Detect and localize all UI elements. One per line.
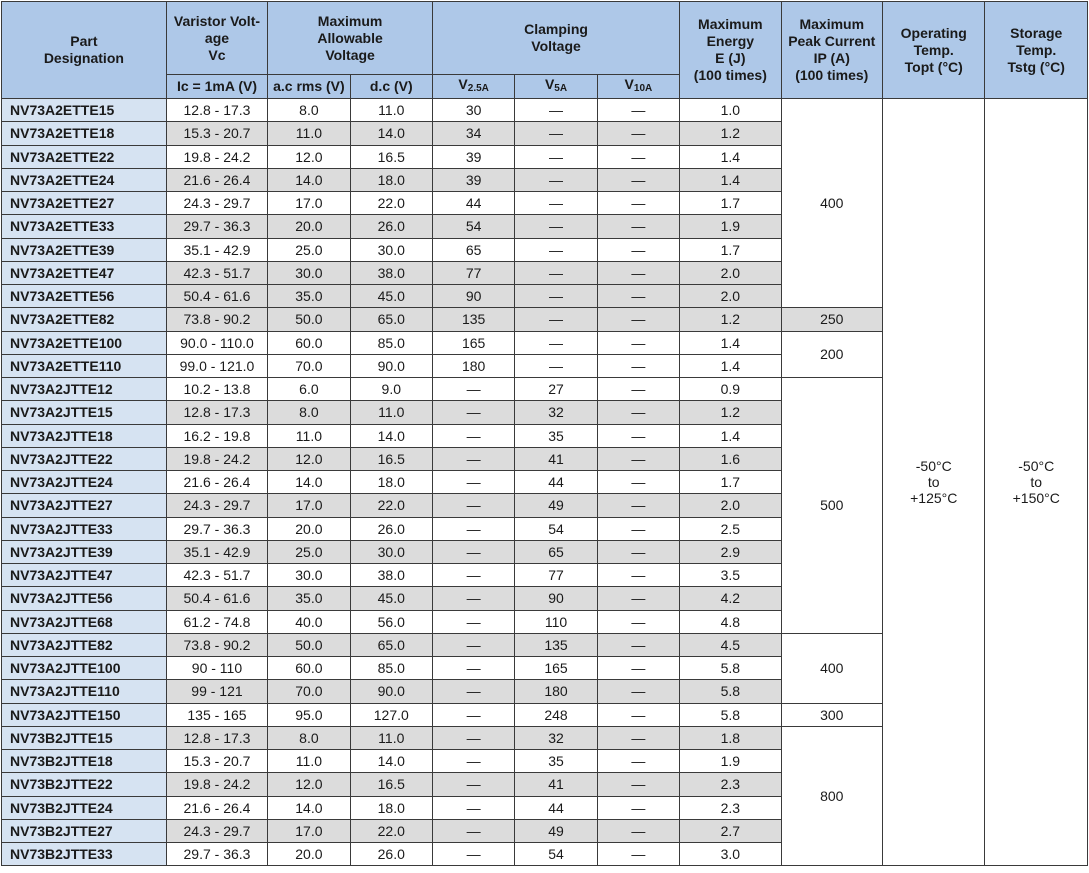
cell-v10: — — [597, 308, 679, 331]
cell-part-designation: NV73A2ETTE82 — [2, 308, 167, 331]
header-storage-temp: Storage Temp. Tstg (°C) — [985, 2, 1088, 99]
cell-part-designation: NV73B2JTTE22 — [2, 773, 167, 796]
cell-part-designation: NV73A2ETTE18 — [2, 122, 167, 145]
cell-v25: 77 — [432, 261, 514, 284]
cell-peak-current: 800 — [781, 726, 882, 866]
cell-varistor-voltage: 19.8 - 24.2 — [166, 447, 267, 470]
cell-ac-rms: 95.0 — [268, 703, 350, 726]
cell-v25: 165 — [432, 331, 514, 354]
cell-energy: 1.7 — [680, 192, 781, 215]
cell-ac-rms: 70.0 — [268, 680, 350, 703]
cell-energy: 0.9 — [680, 378, 781, 401]
cell-v5: 180 — [515, 680, 597, 703]
cell-v25: 39 — [432, 168, 514, 191]
cell-dc: 38.0 — [350, 564, 432, 587]
cell-ac-rms: 30.0 — [268, 261, 350, 284]
header-peak-current: Maximum Peak Current IP (A) (100 times) — [781, 2, 882, 99]
cell-dc: 85.0 — [350, 331, 432, 354]
cell-v25: — — [432, 843, 514, 866]
cell-varistor-voltage: 90 - 110 — [166, 657, 267, 680]
cell-part-designation: NV73A2ETTE27 — [2, 192, 167, 215]
cell-v5: 90 — [515, 587, 597, 610]
cell-part-designation: NV73A2JTTE27 — [2, 494, 167, 517]
cell-v5: — — [515, 145, 597, 168]
cell-energy: 1.0 — [680, 99, 781, 122]
cell-v5: 54 — [515, 843, 597, 866]
cell-ac-rms: 8.0 — [268, 99, 350, 122]
cell-v10: — — [597, 517, 679, 540]
cell-ac-rms: 20.0 — [268, 517, 350, 540]
cell-varistor-voltage: 12.8 - 17.3 — [166, 401, 267, 424]
cell-v25: — — [432, 517, 514, 540]
cell-part-designation: NV73A2JTTE82 — [2, 633, 167, 656]
header-clamping: Clamping Voltage — [432, 2, 679, 75]
cell-peak-current: 500 — [781, 378, 882, 634]
cell-part-designation: NV73A2JTTE68 — [2, 610, 167, 633]
cell-energy: 1.7 — [680, 471, 781, 494]
cell-v5: 110 — [515, 610, 597, 633]
cell-v10: — — [597, 354, 679, 377]
cell-energy: 4.5 — [680, 633, 781, 656]
cell-v5: — — [515, 331, 597, 354]
cell-dc: 18.0 — [350, 168, 432, 191]
cell-energy: 1.7 — [680, 238, 781, 261]
cell-v25: — — [432, 494, 514, 517]
cell-varistor-voltage: 21.6 - 26.4 — [166, 471, 267, 494]
cell-peak-current: 200 — [781, 331, 882, 378]
cell-ac-rms: 25.0 — [268, 540, 350, 563]
table-row — [2, 99, 1088, 122]
cell-v10: — — [597, 378, 679, 401]
cell-peak-current: 300 — [781, 703, 882, 726]
cell-v25: — — [432, 750, 514, 773]
cell-dc: 26.0 — [350, 215, 432, 238]
cell-v5: — — [515, 261, 597, 284]
cell-varistor-voltage: 29.7 - 36.3 — [166, 517, 267, 540]
cell-ac-rms: 17.0 — [268, 819, 350, 842]
cell-energy: 5.8 — [680, 680, 781, 703]
cell-part-designation: NV73B2JTTE27 — [2, 819, 167, 842]
cell-varistor-voltage: 12.8 - 17.3 — [166, 726, 267, 749]
header-ac-rms: a.c rms (V) — [268, 75, 350, 99]
cell-energy: 1.2 — [680, 308, 781, 331]
cell-varistor-voltage: 50.4 - 61.6 — [166, 587, 267, 610]
cell-energy: 4.8 — [680, 610, 781, 633]
cell-ac-rms: 60.0 — [268, 657, 350, 680]
header-v5-label: V — [544, 76, 555, 92]
cell-ac-rms: 60.0 — [268, 331, 350, 354]
cell-v5: 35 — [515, 750, 597, 773]
header-v10-sub: 10A — [633, 83, 653, 94]
cell-part-designation: NV73B2JTTE24 — [2, 796, 167, 819]
cell-dc: 127.0 — [350, 703, 432, 726]
cell-v10: — — [597, 145, 679, 168]
header-max-allowable: Maximum Allowable Voltage — [268, 2, 433, 75]
header-op-temp: Operating Temp. Topt (°C) — [883, 2, 985, 99]
cell-ac-rms: 8.0 — [268, 726, 350, 749]
cell-v10: — — [597, 471, 679, 494]
cell-dc: 56.0 — [350, 610, 432, 633]
cell-v5: 41 — [515, 447, 597, 470]
cell-energy: 3.5 — [680, 564, 781, 587]
cell-part-designation: NV73A2ETTE33 — [2, 215, 167, 238]
cell-dc: 26.0 — [350, 517, 432, 540]
cell-varistor-voltage: 135 - 165 — [166, 703, 267, 726]
cell-part-designation: NV73A2ETTE24 — [2, 168, 167, 191]
cell-v10: — — [597, 703, 679, 726]
cell-v10: — — [597, 192, 679, 215]
cell-v5: — — [515, 168, 597, 191]
cell-v10: — — [597, 773, 679, 796]
cell-ac-rms: 50.0 — [268, 308, 350, 331]
cell-dc: 45.0 — [350, 587, 432, 610]
cell-part-designation: NV73A2JTTE110 — [2, 680, 167, 703]
cell-v5: 35 — [515, 424, 597, 447]
cell-v5: 32 — [515, 401, 597, 424]
cell-v25: — — [432, 657, 514, 680]
cell-dc: 85.0 — [350, 657, 432, 680]
cell-v5: 248 — [515, 703, 597, 726]
cell-v10: — — [597, 215, 679, 238]
header-ic-1ma: Ic = 1mA (V) — [166, 75, 267, 99]
cell-dc: 16.5 — [350, 773, 432, 796]
cell-v10: — — [597, 657, 679, 680]
cell-v25: 180 — [432, 354, 514, 377]
cell-energy: 5.8 — [680, 657, 781, 680]
cell-dc: 65.0 — [350, 308, 432, 331]
cell-v10: — — [597, 540, 679, 563]
cell-v5: 49 — [515, 819, 597, 842]
cell-v10: — — [597, 331, 679, 354]
cell-part-designation: NV73B2JTTE18 — [2, 750, 167, 773]
cell-v25: — — [432, 633, 514, 656]
cell-part-designation: NV73A2JTTE100 — [2, 657, 167, 680]
cell-energy: 1.4 — [680, 145, 781, 168]
cell-ac-rms: 20.0 — [268, 843, 350, 866]
cell-part-designation: NV73A2JTTE24 — [2, 471, 167, 494]
cell-v25: 34 — [432, 122, 514, 145]
cell-ac-rms: 12.0 — [268, 145, 350, 168]
cell-part-designation: NV73A2ETTE22 — [2, 145, 167, 168]
cell-energy: 2.3 — [680, 773, 781, 796]
cell-ac-rms: 14.0 — [268, 796, 350, 819]
cell-v5: 27 — [515, 378, 597, 401]
cell-ac-rms: 11.0 — [268, 424, 350, 447]
cell-part-designation: NV73A2ETTE100 — [2, 331, 167, 354]
cell-v5: — — [515, 308, 597, 331]
cell-v5: 77 — [515, 564, 597, 587]
cell-energy: 1.6 — [680, 447, 781, 470]
varistor-spec-table — [1, 1, 1088, 866]
cell-ac-rms: 8.0 — [268, 401, 350, 424]
cell-varistor-voltage: 42.3 - 51.7 — [166, 261, 267, 284]
cell-part-designation: NV73A2ETTE110 — [2, 354, 167, 377]
cell-operating-temp: -50°C to +125°C — [883, 99, 985, 866]
cell-varistor-voltage: 99 - 121 — [166, 680, 267, 703]
cell-varistor-voltage: 35.1 - 42.9 — [166, 540, 267, 563]
cell-part-designation: NV73A2JTTE18 — [2, 424, 167, 447]
cell-v25: — — [432, 680, 514, 703]
cell-v10: — — [597, 726, 679, 749]
cell-v25: 54 — [432, 215, 514, 238]
cell-v5: — — [515, 99, 597, 122]
cell-v25: 30 — [432, 99, 514, 122]
cell-dc: 14.0 — [350, 424, 432, 447]
cell-v5: — — [515, 354, 597, 377]
cell-v25: — — [432, 773, 514, 796]
cell-dc: 9.0 — [350, 378, 432, 401]
cell-varistor-voltage: 61.2 - 74.8 — [166, 610, 267, 633]
cell-energy: 1.9 — [680, 750, 781, 773]
cell-v25: 39 — [432, 145, 514, 168]
cell-v10: — — [597, 447, 679, 470]
cell-dc: 22.0 — [350, 819, 432, 842]
cell-energy: 1.4 — [680, 331, 781, 354]
cell-energy: 1.4 — [680, 424, 781, 447]
cell-energy: 1.8 — [680, 726, 781, 749]
cell-v5: 49 — [515, 494, 597, 517]
header-energy: Maximum Energy E (J) (100 times) — [680, 2, 781, 99]
cell-dc: 16.5 — [350, 145, 432, 168]
cell-v10: — — [597, 401, 679, 424]
cell-varistor-voltage: 29.7 - 36.3 — [166, 843, 267, 866]
cell-v25: — — [432, 447, 514, 470]
cell-ac-rms: 40.0 — [268, 610, 350, 633]
cell-ac-rms: 35.0 — [268, 285, 350, 308]
header-v25-label: V — [458, 76, 468, 92]
cell-varistor-voltage: 24.3 - 29.7 — [166, 192, 267, 215]
cell-v25: 65 — [432, 238, 514, 261]
cell-v25: 44 — [432, 192, 514, 215]
cell-v5: — — [515, 285, 597, 308]
cell-v25: — — [432, 540, 514, 563]
cell-energy: 1.9 — [680, 215, 781, 238]
cell-dc: 90.0 — [350, 354, 432, 377]
cell-ac-rms: 11.0 — [268, 750, 350, 773]
cell-v10: — — [597, 261, 679, 284]
cell-ac-rms: 6.0 — [268, 378, 350, 401]
cell-dc: 45.0 — [350, 285, 432, 308]
cell-varistor-voltage: 19.8 - 24.2 — [166, 773, 267, 796]
cell-part-designation: NV73A2JTTE15 — [2, 401, 167, 424]
cell-v10: — — [597, 587, 679, 610]
header-v5-sub: 5A — [554, 83, 568, 94]
cell-dc: 16.5 — [350, 447, 432, 470]
cell-part-designation: NV73A2JTTE56 — [2, 587, 167, 610]
cell-peak-current: 400 — [781, 633, 882, 703]
cell-v25: — — [432, 726, 514, 749]
header-v10-label: V — [624, 76, 634, 92]
cell-varistor-voltage: 99.0 - 121.0 — [166, 354, 267, 377]
cell-part-designation: NV73A2JTTE150 — [2, 703, 167, 726]
cell-varistor-voltage: 29.7 - 36.3 — [166, 215, 267, 238]
cell-v5: 135 — [515, 633, 597, 656]
cell-part-designation: NV73A2JTTE47 — [2, 564, 167, 587]
cell-v10: — — [597, 750, 679, 773]
cell-v25: — — [432, 564, 514, 587]
cell-dc: 11.0 — [350, 99, 432, 122]
cell-v25: — — [432, 796, 514, 819]
cell-ac-rms: 14.0 — [268, 471, 350, 494]
cell-storage-temp: -50°C to +150°C — [985, 99, 1088, 866]
cell-ac-rms: 14.0 — [268, 168, 350, 191]
cell-energy: 1.2 — [680, 122, 781, 145]
cell-energy: 1.4 — [680, 168, 781, 191]
cell-ac-rms: 20.0 — [268, 215, 350, 238]
cell-varistor-voltage: 12.8 - 17.3 — [166, 99, 267, 122]
cell-dc: 22.0 — [350, 494, 432, 517]
cell-v25: — — [432, 703, 514, 726]
cell-part-designation: NV73A2ETTE39 — [2, 238, 167, 261]
cell-dc: 26.0 — [350, 843, 432, 866]
cell-dc: 18.0 — [350, 796, 432, 819]
cell-v10: — — [597, 819, 679, 842]
cell-part-designation: NV73A2JTTE22 — [2, 447, 167, 470]
cell-varistor-voltage: 24.3 - 29.7 — [166, 494, 267, 517]
cell-v25: — — [432, 378, 514, 401]
cell-dc: 90.0 — [350, 680, 432, 703]
table-body — [2, 99, 1088, 866]
cell-energy: 1.4 — [680, 354, 781, 377]
cell-v25: — — [432, 587, 514, 610]
cell-part-designation: NV73B2JTTE33 — [2, 843, 167, 866]
cell-ac-rms: 50.0 — [268, 633, 350, 656]
header-v25-sub: 2.5A — [467, 83, 489, 94]
cell-energy: 2.9 — [680, 540, 781, 563]
cell-v25: 135 — [432, 308, 514, 331]
cell-part-designation: NV73A2JTTE12 — [2, 378, 167, 401]
cell-ac-rms: 30.0 — [268, 564, 350, 587]
cell-v10: — — [597, 494, 679, 517]
cell-ac-rms: 17.0 — [268, 494, 350, 517]
cell-v5: 54 — [515, 517, 597, 540]
cell-v10: — — [597, 843, 679, 866]
cell-varistor-voltage: 73.8 - 90.2 — [166, 308, 267, 331]
cell-energy: 2.0 — [680, 494, 781, 517]
cell-varistor-voltage: 24.3 - 29.7 — [166, 819, 267, 842]
cell-ac-rms: 70.0 — [268, 354, 350, 377]
cell-v5: — — [515, 122, 597, 145]
cell-v25: — — [432, 424, 514, 447]
cell-v5: 44 — [515, 796, 597, 819]
cell-varistor-voltage: 73.8 - 90.2 — [166, 633, 267, 656]
cell-part-designation: NV73A2JTTE33 — [2, 517, 167, 540]
cell-v5: — — [515, 192, 597, 215]
table-header — [2, 2, 1088, 99]
cell-part-designation: NV73B2JTTE15 — [2, 726, 167, 749]
cell-varistor-voltage: 19.8 - 24.2 — [166, 145, 267, 168]
cell-energy: 3.0 — [680, 843, 781, 866]
cell-dc: 18.0 — [350, 471, 432, 494]
cell-dc: 22.0 — [350, 192, 432, 215]
header-part: Part Designation — [2, 2, 167, 99]
cell-dc: 65.0 — [350, 633, 432, 656]
cell-energy: 5.8 — [680, 703, 781, 726]
cell-ac-rms: 17.0 — [268, 192, 350, 215]
cell-ac-rms: 12.0 — [268, 447, 350, 470]
cell-ac-rms: 11.0 — [268, 122, 350, 145]
cell-part-designation: NV73A2ETTE56 — [2, 285, 167, 308]
cell-peak-current: 250 — [781, 308, 882, 331]
cell-varistor-voltage: 90.0 - 110.0 — [166, 331, 267, 354]
cell-v25: — — [432, 610, 514, 633]
cell-dc: 30.0 — [350, 238, 432, 261]
cell-varistor-voltage: 15.3 - 20.7 — [166, 750, 267, 773]
cell-part-designation: NV73A2JTTE39 — [2, 540, 167, 563]
header-dc: d.c (V) — [350, 75, 432, 99]
cell-energy: 1.2 — [680, 401, 781, 424]
cell-v25: — — [432, 401, 514, 424]
cell-varistor-voltage: 35.1 - 42.9 — [166, 238, 267, 261]
cell-v5: 165 — [515, 657, 597, 680]
cell-energy: 2.7 — [680, 819, 781, 842]
cell-energy: 2.5 — [680, 517, 781, 540]
cell-v5: 41 — [515, 773, 597, 796]
cell-dc: 11.0 — [350, 726, 432, 749]
cell-ac-rms: 35.0 — [268, 587, 350, 610]
cell-part-designation: NV73A2ETTE47 — [2, 261, 167, 284]
cell-peak-current: 400 — [781, 99, 882, 308]
cell-v25: 90 — [432, 285, 514, 308]
cell-v5: 44 — [515, 471, 597, 494]
cell-dc: 30.0 — [350, 540, 432, 563]
cell-v10: — — [597, 285, 679, 308]
header-v25 — [432, 75, 514, 99]
cell-energy: 2.0 — [680, 285, 781, 308]
cell-v5: — — [515, 238, 597, 261]
cell-v5: — — [515, 215, 597, 238]
cell-varistor-voltage: 21.6 - 26.4 — [166, 796, 267, 819]
header-v10 — [597, 75, 679, 99]
cell-energy: 4.2 — [680, 587, 781, 610]
cell-varistor-voltage: 15.3 - 20.7 — [166, 122, 267, 145]
cell-varistor-voltage: 10.2 - 13.8 — [166, 378, 267, 401]
cell-dc: 38.0 — [350, 261, 432, 284]
cell-v10: — — [597, 168, 679, 191]
cell-v5: 32 — [515, 726, 597, 749]
cell-v10: — — [597, 99, 679, 122]
cell-energy: 2.3 — [680, 796, 781, 819]
cell-part-designation: NV73A2ETTE15 — [2, 99, 167, 122]
cell-varistor-voltage: 50.4 - 61.6 — [166, 285, 267, 308]
cell-energy: 2.0 — [680, 261, 781, 284]
cell-v10: — — [597, 633, 679, 656]
cell-v10: — — [597, 796, 679, 819]
header-v5 — [515, 75, 597, 99]
cell-dc: 11.0 — [350, 401, 432, 424]
cell-v25: — — [432, 471, 514, 494]
cell-ac-rms: 12.0 — [268, 773, 350, 796]
cell-varistor-voltage: 21.6 - 26.4 — [166, 168, 267, 191]
cell-varistor-voltage: 42.3 - 51.7 — [166, 564, 267, 587]
cell-v10: — — [597, 238, 679, 261]
cell-varistor-voltage: 16.2 - 19.8 — [166, 424, 267, 447]
cell-dc: 14.0 — [350, 750, 432, 773]
cell-v10: — — [597, 680, 679, 703]
cell-v10: — — [597, 424, 679, 447]
cell-ac-rms: 25.0 — [268, 238, 350, 261]
cell-v5: 65 — [515, 540, 597, 563]
header-varistor-voltage: Varistor Volt- age Vc — [166, 2, 267, 75]
cell-dc: 14.0 — [350, 122, 432, 145]
cell-v10: — — [597, 564, 679, 587]
cell-v10: — — [597, 122, 679, 145]
cell-v25: — — [432, 819, 514, 842]
cell-v10: — — [597, 610, 679, 633]
